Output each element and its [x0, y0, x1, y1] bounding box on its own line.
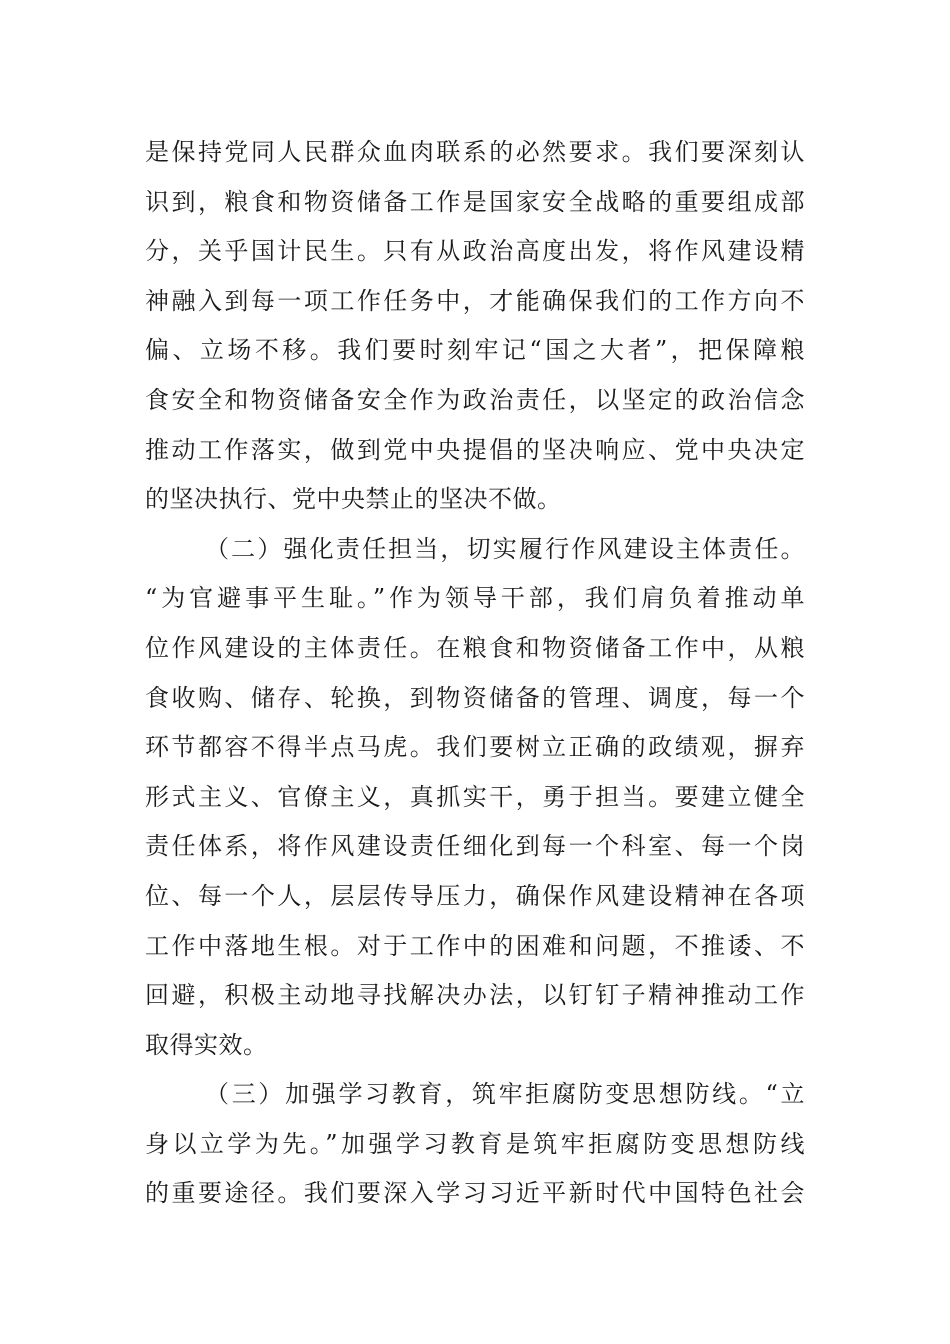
- text-line: 分，关乎国计民生。只有从政治高度出发，将作风建设精: [145, 237, 805, 266]
- text-line: 身以立学为先。”加强学习教育是筑牢拒腐防变思想防线: [145, 1129, 805, 1158]
- text-line: （三）加强学习教育，筑牢拒腐防变思想防线。“立: [205, 1080, 805, 1109]
- text-line: 食收购、储存、轮换，到物资储备的管理、调度，每一个: [145, 683, 805, 712]
- text-line: 形式主义、官僚主义，真抓实干，勇于担当。要建立健全: [145, 782, 805, 811]
- text-line: 偏、立场不移。我们要时刻牢记“国之大者”，把保障粮: [145, 336, 805, 365]
- body-text: [145, 128, 805, 1219]
- text-line: 识到，粮食和物资储备工作是国家安全战略的重要组成部: [145, 187, 805, 216]
- text-line: 工作中落地生根。对于工作中的困难和问题，不推诿、不: [145, 931, 805, 960]
- text-line: 食安全和物资储备安全作为政治责任，以坚定的政治信念: [145, 385, 805, 414]
- text-line: 位、每一个人，层层传导压力，确保作风建设精神在各项: [145, 881, 805, 910]
- text-line: 是保持党同人民群众血肉联系的必然要求。我们要深刻认: [145, 138, 805, 166]
- text-line: “为官避事平生耻。”作为领导干部，我们肩负着推动单: [145, 584, 805, 613]
- text-line: 的坚决执行、党中央禁止的坚决不做。: [145, 485, 562, 514]
- text-line: 环节都容不得半点马虎。我们要树立正确的政绩观，摒弃: [145, 733, 805, 762]
- text-line: 神融入到每一项工作任务中，才能确保我们的工作方向不: [145, 286, 805, 315]
- text-line: 回避，积极主动地寻找解决办法，以钉钉子精神推动工作: [145, 981, 805, 1010]
- text-line: （二）强化责任担当，切实履行作风建设主体责任。: [205, 534, 805, 563]
- text-line: 取得实效。: [145, 1030, 268, 1059]
- text-line: 责任体系，将作风建设责任细化到每一个科室、每一个岗: [145, 832, 805, 861]
- text-line: 推动工作落实，做到党中央提倡的坚决响应、党中央决定: [145, 435, 805, 464]
- text-line: 位作风建设的主体责任。在粮食和物资储备工作中，从粮: [145, 633, 805, 662]
- text-line: 的重要途径。我们要深入学习习近平新时代中国特色社会: [145, 1179, 805, 1208]
